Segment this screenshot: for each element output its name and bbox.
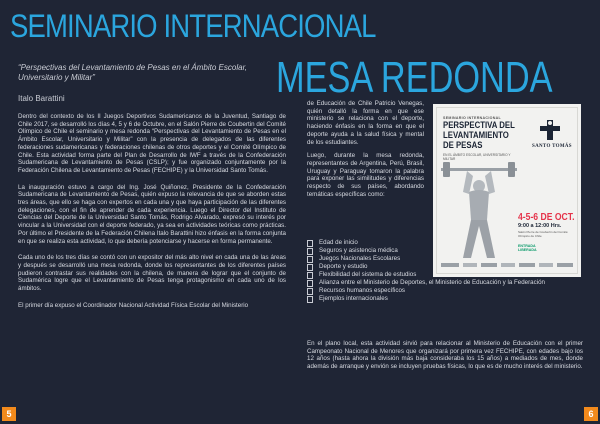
seminar-title: SEMINARIO INTERNACIONAL [10, 8, 376, 44]
poster-subtitle: EN EL ÁMBITO ESCOLAR, UNIVERSITARIO Y MILITAR [443, 153, 511, 161]
poster-venue: Salón Pierre de Coubertin del Comité Olímpico de Chile [518, 230, 568, 238]
poster-entry-line: LIBERADA [518, 248, 537, 253]
checkbox-bullet-icon [307, 240, 313, 247]
poster-logo-text: SANTO TOMÁS [532, 144, 572, 149]
list-item-text: Ejemplos internacionales [319, 295, 388, 302]
checkbox-bullet-icon [307, 296, 313, 303]
poster-time: 9:00 a 12:00 Hrs. [518, 223, 562, 229]
list-item-text: Deporte y estudio [319, 263, 368, 270]
sponsor-logos-icon [441, 261, 573, 269]
roundtable-title: MESA REDONDA [276, 53, 553, 102]
checkbox-bullet-icon [307, 280, 313, 287]
article-author: Italo Barattini [18, 94, 65, 103]
checkbox-bullet-icon [307, 264, 313, 271]
paragraph: Cada uno de los tres días se contó con un expositor del más alto nivel en cada una de las áreas y después se desarrolló una mesa redonda, donde los representantes de los diferentes países pudieron contrastar sus realidades con la chilena, de manera de lograr que el conjunto de Sudamérica logre que el Levantamiento de Pesas tenga protagonismo en cada uno de los ámbitos. [18, 254, 286, 293]
poster-title-line: LEVANTAMIENTO [443, 130, 509, 141]
paragraph: La inauguración estuvo a cargo del Ing. José Quiñonez, Presidente de la Confederación Sudamericana de Levantamiento de Pesas, quién expuso la relevancia de que se aborden estas tres áreas, que ello se haga con expertos en cada una y que haya participación de las diferentes delegaciones, con el fin de aprender de cada experiencia. Luego el Director del Instituto de Ciencias del Deporte de la Universidad Santo Tomás, Rodrigo Alvarado, expresó su interés por vincular a la Universidad con el deporte federado, ya sea en actividades teóricas como prácticas. Por último el Presidente de la Federación Chilena Italo Barattini hizo énfasis en la forma conjunta en que se realiza esta actividad, lo que debería potenciarse y hacerse en forma permanente. [18, 183, 286, 245]
list-item-text: Recursos humanos específicos [319, 287, 405, 294]
poster-date: 4-5-6 DE OCT. [518, 211, 575, 223]
weightlifter-silhouette-icon [441, 162, 517, 260]
poster-kicker: SEMINARIO INTERNACIONAL [443, 116, 502, 120]
page-number-left: 5 [2, 407, 16, 421]
list-item [307, 295, 583, 303]
poster-title-line: PERSPECTIVA DEL [443, 120, 515, 131]
left-column [18, 113, 286, 318]
list-item-text: Flexibilidad del sistema de estudios [319, 271, 417, 278]
page-number-right: 6 [584, 407, 598, 421]
article-subtitle: “Perspectivas del Levantamiento de Pesas en el Ámbito Escolar, Universitario y Militar” [18, 63, 248, 82]
paragraph: de Educación de Chile Patricio Venegas, quién detalló la forma en que ese ministerio se relaciona con el deporte, haciendo énfasis en la forma en que el deporte ayuda a la salud física y mental de los estudiantes. [307, 100, 424, 146]
list-item [307, 279, 583, 287]
list-item-text: Alianza entre el Ministerio de Deportes, el Ministerio de Educación y la Federación [319, 279, 545, 286]
list-item-text: Edad de inicio [319, 239, 358, 246]
paragraph: Dentro del contexto de los II Juegos Deportivos Sudamericanos de la Juventud, Santiago de Chile 2017, se desarrolló los días 4, 5 y 6 de Octubre, en el Salón Pierre de Coubertin del Comité Olímpico de Chile el seminario y mesa redonda “Perspectivas del Levantamiento de Pesas en el Ámbito Escolar, Universitario y Militar” con la presencia de delegados de las diferentes federaciones sudamericanas y federaciones chilenas de otros deportes y el Comité Olímpico de Chile. Esta actividad forma parte del Plan de Desarrollo de IWF a través de la Confederación Sudamericana de Levantamiento de Pesas (CSLP); y fue organizado conjuntamente por la Federación Chilena de Levantamiento de Pesas (FECHIPE) y la Universidad Santo Tomás. [18, 113, 286, 174]
poster-title-line: DE PESAS [443, 140, 483, 151]
checkbox-bullet-icon [307, 248, 313, 255]
checkbox-bullet-icon [307, 256, 313, 263]
middle-column [307, 100, 424, 204]
paragraph: El primer día expuso el Coordinador Nacional Actividad Física Escolar del Ministerio [18, 301, 249, 309]
list-item-text: Juegos Nacionales Escolares [319, 255, 401, 262]
paragraph: Luego, durante la mesa redonda, representantes de Argentina, Perú, Brasil, Uruguay y Paraguay tomaron la palabra para exponer las similitudes y diferencias respecto de sus países, abordando temáticas específicas como: [307, 152, 424, 198]
santo-tomas-logo-icon [534, 118, 566, 144]
poster-entry [518, 244, 537, 252]
checkbox-bullet-icon [307, 288, 313, 295]
closing-paragraph: En el plano local, esta actividad sirvió para relacionar al Ministerio de Educación con el primer Campeonato Nacional de Menores que organizará por primera vez FECHIPE, con edades bajo los 12 años (hasta ahora la división más baja consideraba los 15 años) a mediados de mes, donde además de arranque y envión se incluyen pruebas físicas, lo que es de mucho interés del ministerio. [307, 340, 583, 371]
checkbox-bullet-icon [307, 272, 313, 279]
list-item [307, 287, 583, 295]
poster-entry-line: ENTRADA [518, 244, 536, 248]
list-item-text: Seguros y asistencia médica [319, 247, 398, 254]
event-poster [433, 104, 581, 277]
